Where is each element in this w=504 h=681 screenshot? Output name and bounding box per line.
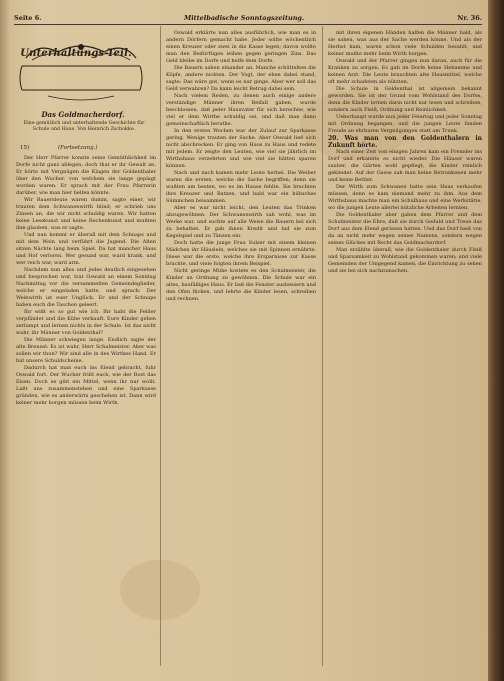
paragraph: Die Schule in Goldenthal ist allgemein bekannt geworden. Sie ist der Grund vom Wohlstand des Dorfes, denn die Kinder lernen darin nicht nur lesen und schreiben, sondern auch Fleiß, Ordnung und Reinlichkeit. <box>328 86 482 113</box>
paragraph: Der Wirth zum Schwanen hatte sein Haus verkaufen müssen, denn es kam niemand mehr zu ihm. Aus dem Wirthshaus machte man ein Schulhaus und eine Werkstätte, wo die jungen Leute allerlei nützliche Arbeiten lernten. <box>328 184 482 211</box>
paragraph: Oswald erklärte nun alles ausführlich, wie man es in andern Dörfern gemacht habe. Jeder sollte wöchentlich einen Kreuzer oder zwei in die Kasse legen; davon wollte man den Bedürftigen leihen gegen geringen Zins. Das Geld bleibe im Dorfe und helfe dem Dorfe. <box>166 30 316 64</box>
book-edge <box>488 0 504 681</box>
installment-number: 15) <box>20 145 30 151</box>
paragraph: Nicht geringe Mühe kostete es den Schulmeister, die Kinder an Ordnung zu gewöhnen. Die Schule war ein altes, baufälliges Haus. Er ließ die Fenster ausbessern und den Ofen flicken, und lehrte die Kinder lesen, schreiben und rechnen. <box>166 268 316 302</box>
paragraph: Oswald und der Pfarrer gingen nun daran, auch für die Kranken zu sorgen. Es gab im Dorfe keine Hebamme und keinen Arzt. Die Leute brauchten alte Hausmittel, welche oft mehr schadeten als nützten. <box>328 58 482 85</box>
paragraph: Ueberhaupt wurde nun jeder Feiertag und jeder Sonntag mit Ordnung begangen, und die jungen Leute fanden Freude an ehrbaren Vergnügungen statt am Trunk. <box>328 114 482 134</box>
story-subtitle: Eine gemütlich und unterhaltende Geschichte für Schule und Haus. Von Heinrich Zschokke. <box>23 121 145 132</box>
story-title: Das Goldmacherdorf. <box>41 110 125 119</box>
binding-shadow <box>0 0 10 681</box>
page-number: Seite 6. <box>14 14 42 22</box>
paragraph: Die Bauern sahen einander an. Manche schüttelten die Köpfe, andere nickten. Der Vogt, der eben dabei stand, sagte: Das wäre gut, wenn es nur ginge. Aber wer soll das Geld verwahren? Da kann leicht Betrug dabei sein. <box>166 65 316 92</box>
paragraph: Der Herr Pfarrer konnte seine Gemüthlichkeit im Dorfe nicht ganz ablegen; doch that er ihr Gewalt an. Er hörte mit Vergnügen die Klagen der Goldenthaler über den Wucher, von welchem sie lange geplagt worden waren. Er sprach mit der Frau Pfarrerin darüber, wie man hier helfen könnte. <box>16 155 156 196</box>
paragraph: Nachdem nun alles und jedes deutlich eingesehen und besprochen war, trat Oswald an einem Sonntag Nachmittag vor die versammelten Gemeindeglieder, welche er eingeladen hatte, und sprach: Der Weinwirth ist euer Unglück. Er und der Schnaps haben euch die Taschen geleert. <box>16 267 156 308</box>
paragraph: Aber es war nicht leicht, den Leuten das Trinken abzugewöhnen. Der Schwanenwirth sah wohl, was im Werke war, und suchte auf alle Weise die Bauern bei sich zu behalten. Er gab ihnen Kredit und lud sie zum Kegelspiel und zu Tänzen ein. <box>166 205 316 239</box>
issue-number: Nr. 36. <box>457 14 482 22</box>
chapter-heading: 20. Was man von den Goldenthalern in Zukunft hörte. <box>328 135 482 149</box>
paragraph: Nach einer Zeit von einigen Jahren kam ein Fremder ins Dorf und erkannte es nicht wieder. Die Häuser waren sauber, die Gärten wohl gepflegt, die Kinder reinlich gekleidet. Auf der Gasse sah man keine Betrunkenen mehr und keine Bettler. <box>328 149 482 183</box>
text-column-right <box>328 30 482 665</box>
paragraph: Ihr wißt es so gut wie ich. Ihr habt die Felder verpfändet und die Kühe verkauft. Eure Kinder gehen zerlumpt und lernen nichts in der Schule. Ist das nicht wahr, ihr Männer von Goldenthal? <box>16 309 156 336</box>
continuation-note: (Fortsetzung.) <box>58 145 98 151</box>
column-divider <box>160 26 161 666</box>
paragraph: Dadurch hat man euch ins Elend gebracht, fuhr Oswald fort. Der Wucher frißt euch, wie der Rost das Eisen. Doch es gibt ein Mittel, wenn ihr nur wollt. Laßt uns zusammenstehen und eine Sparkasse gründen, wie es anderwärts geschehen ist. Dann wird keiner mehr borgen müssen beim Wirth. <box>16 365 156 406</box>
text-column-left <box>16 155 156 665</box>
paragraph: Die Goldenthaler aber gaben dem Pfarrer und dem Schulmeister die Ehre, daß sie durch Geduld und Treue das Dorf aus dem Elend gerissen hatten. Und das Dorf hieß von da an nicht mehr wegen seines Namens, sondern wegen seines Glückes mit Recht das Goldmacherdorf. <box>328 212 482 246</box>
paragraph: mit ihren eigenen Händen halfen die Männer bald, als sie sahen, was aus der Sache werden könne. Und als der Herbst kam, waren schon viele Schulden bezahlt, und keiner mußte mehr beim Wirth borgen. <box>328 30 482 57</box>
newspaper-title: Mittelbadische Sonntagszeitung. <box>184 14 305 22</box>
paragraph: Doch hatte die junge Frau Sulzer mit einem kleinen Mädchen ihr Häuslein, welches sie mit Spinnen ernährte. Diese war die erste, welche ihre Ersparnisse zur Kasse brachte, und viele folgten ihrem Beispiel. <box>166 240 316 267</box>
section-banner-title: Unterhaltungs-Teil. <box>20 48 132 59</box>
paragraph: Nach und nach kamen mehr Leute herbei. Die Weiber waren die ersten, welche die Sache begriffen; denn sie wußten am besten, wo es im Hause fehlte. Sie brachten ihre Kreuzer und Batzen, und bald war ein hübsches Sümmchen beisammen. <box>166 170 316 204</box>
paragraph: Wir Bauersleute waren dumm, sagte einer, wir trauten dem Schwanenwirth blind; er schrieb uns Zinsen an, die wir nicht schuldig waren. Wir hatten keine Lesekunst und keine Rechenkunst und mußten ihm glauben, was er sagte. <box>16 197 156 231</box>
column-divider <box>322 26 323 666</box>
header-rule <box>14 24 482 25</box>
paragraph: Man erzählte überall, wie die Goldenthaler durch Fleiß und Sparsamkeit zu Wohlstand gekommen waren; und viele Gemeinden der Umgegend kamen, die Einrichtung zu sehen und sie bei sich nachzumachen. <box>328 247 482 274</box>
text-column-middle <box>166 30 316 665</box>
page-header <box>14 12 482 24</box>
paragraph: Die Männer schwiegen lange. Endlich sagte der alte Brenzel: Es ist wahr, Herr Schulmeister. Aber was sollen wir thun? Wir sind alle in des Wirthes Hand. Er hat unsere Schuldscheine. <box>16 337 156 364</box>
paragraph: Nach vielem Reden, zu denen auch einige andere verständige Männer ihren Beifall gaben, wurde beschlossen, daß jeder Hausvater für sich berechne, wie viel er dem Wirthe schuldig sei, und daß man dann gemeinschaftlich berathe. <box>166 93 316 127</box>
paragraph: In den ersten Wochen war der Zulauf zur Sparkasse gering. Wenige trauten der Sache. Aber Oswald ließ sich nicht abschrecken. Er ging von Haus zu Haus und redete mit jedem. Er zeigte den Leuten, wie viel sie jährlich im Wirthshaus verzehrten und wie viel sie hätten sparen können. <box>166 128 316 169</box>
paragraph: Und nun kommt er überall mit dem Schnaps und mit dem Wein und verführt die Jugend. Die Alten sitzen Nächte lang beim Spiel. Da hat mancher Haus und Hof verloren. Wer gesund war, ward krank, und wer reich war, ward arm. <box>16 232 156 266</box>
